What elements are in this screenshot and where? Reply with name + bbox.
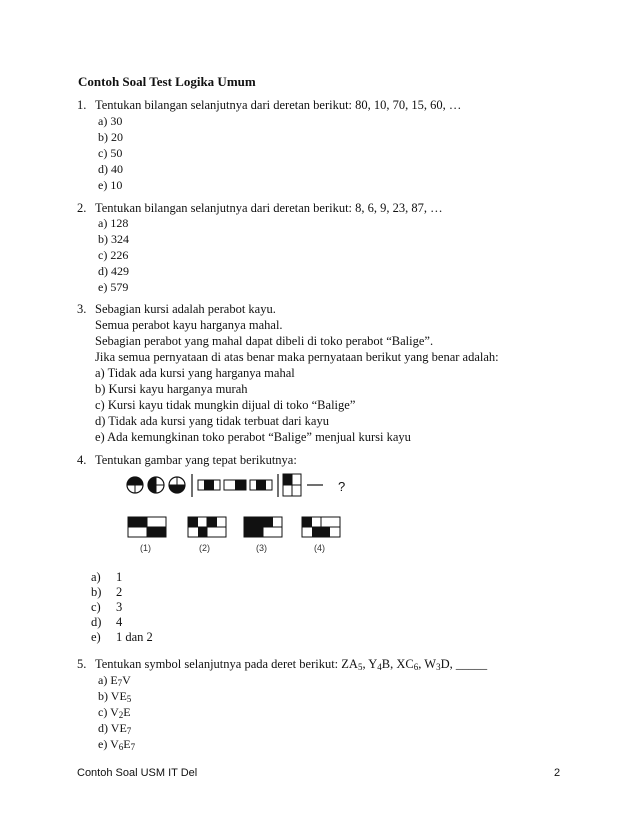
q1-option-a: a) 30 [98,114,123,128]
q5-option-d-sub: 7 [126,726,132,736]
q5-seq-1-a: ZA [341,657,358,671]
q3-option-c: c) Kursi kayu tidak mungkin dijual di toko “Balige” [95,398,356,412]
q4-option-e-letter: e) [91,630,101,644]
q4-figure-label-3: (3) [256,543,267,553]
q2-option-a: a) 128 [98,216,129,230]
q4-number: 4. [77,453,87,467]
q3-option-e: e) Ada kemungkinan toko perabot “Balige” menjual kursi kayu [95,430,411,444]
q2-option-b: b) 324 [98,232,129,246]
q2-option-d: d) 429 [98,264,129,278]
q5-option-a [98,673,131,688]
q1-option-c: c) 50 [98,146,123,160]
q3-line-2: Semua perabot kayu harganya mahal. [95,318,283,332]
q5-seq-2-sub: 4 [377,662,382,672]
q3-option-d: d) Tidak ada kursi yang tidak terbuat dari kayu [95,414,329,428]
q5-number: 5. [77,657,87,671]
q3-option-b: b) Kursi kayu harganya murah [95,382,248,396]
q3-option-a: a) Tidak ada kursi yang harganya mahal [95,366,295,380]
q5-option-b [98,689,131,704]
q4-option-a-letter: a) [91,570,101,584]
q5-option-e [98,737,135,752]
q1-option-e: e) 10 [98,178,123,192]
q4-figure-label-2: (2) [199,543,210,553]
q5-option-e-pre: e) V [98,737,119,751]
q5-option-b-sub: 5 [126,694,132,704]
q1-text: Tentukan bilangan selanjutnya dari deretan berikut: 80, 10, 70, 15, 60, … [95,98,462,112]
q5-seq-3-b: , [418,657,425,671]
page-title: Contoh Soal Test Logika Umum [78,74,256,89]
q4-option-d-letter: d) [91,615,102,629]
q5-option-e-sub2: 7 [130,742,136,752]
q4-tall-square [283,474,301,496]
q4-figure-label-4: (4) [314,543,325,553]
q4-rect-2 [224,480,246,490]
q4-option-c-text: 3 [116,600,123,614]
q4-option-d-text: 4 [116,615,123,629]
q4-option-2-image [188,517,226,537]
q5-option-d-pre: d) VE [98,721,127,735]
q3-line-1: Sebagian kursi adalah perabot kayu. [95,302,276,316]
q2-number: 2. [77,201,87,215]
q5-text [95,657,487,672]
q4-figure [126,469,356,557]
q5-option-c-sub: 2 [118,710,124,720]
q4-option-b-letter: b) [91,585,102,599]
q5-option-a-pre: a) E [98,673,118,687]
q2-option-e: e) 579 [98,280,129,294]
q5-option-c [98,705,131,720]
footer-page-number: 2 [554,767,561,779]
q4-option-b-text: 2 [116,585,123,599]
q3-line-4: Jika semua pernyataan di atas benar maka pernyataan berikut yang benar adalah: [95,350,499,364]
q4-option-a-text: 1 [116,570,123,584]
q4-option-c-letter: c) [91,600,101,614]
q4-figure-label-1: (1) [140,543,151,553]
q5-seq-1-sub: 5 [357,662,363,672]
q5-seq-1-b: , [362,657,369,671]
q4-circle-3 [169,477,185,493]
q4-circle-1 [127,477,143,493]
q5-seq-4-sub: 3 [436,662,441,672]
q3-number: 3. [77,302,87,316]
q5-option-e-sub: 6 [118,742,124,752]
q5-seq-3-a: XC [396,657,414,671]
q5-option-e-post: E [123,737,131,751]
q4-rect-1 [198,480,220,490]
q4-circle-2 [148,477,164,493]
q5-option-d [98,721,131,736]
q5-text-prefix: Tentukan symbol selanjutnya pada deret berikut: [95,657,342,671]
q5-option-a-sub: 7 [117,678,123,688]
q4-option-3-image [244,517,282,537]
q5-seq-4-a: W [424,657,437,671]
q4-question-mark: ? [338,479,346,494]
footer-title: Contoh Soal USM IT Del [77,767,198,779]
q5-option-a-post: V [122,673,131,687]
q4-text: Tentukan gambar yang tepat berikutnya: [95,453,297,467]
q5-option-b-pre: b) VE [98,689,127,703]
q4-option-4-image [302,517,340,537]
q2-option-c: c) 226 [98,248,129,262]
q5-seq-4-b: D, _____ [440,657,488,671]
q5-option-c-pre: c) V [98,705,119,719]
q5-seq-2-a: Y [368,657,378,671]
q4-option-e-text: 1 dan 2 [116,630,153,644]
q1-number: 1. [77,98,87,112]
q5-option-c-post: E [123,705,131,719]
q2-text: Tentukan bilangan selanjutnya dari deretan berikut: 8, 6, 9, 23, 87, … [95,201,443,215]
q5-seq-3-sub: 6 [413,662,419,672]
q4-rect-3 [250,480,272,490]
q3-line-3: Sebagian perabot yang mahal dapat dibeli di toko perabot “Balige”. [95,334,434,348]
q4-option-1-image [128,517,166,537]
q5-seq-2-b: B, [381,657,397,671]
q1-option-b: b) 20 [98,130,123,144]
q1-option-d: d) 40 [98,162,123,176]
